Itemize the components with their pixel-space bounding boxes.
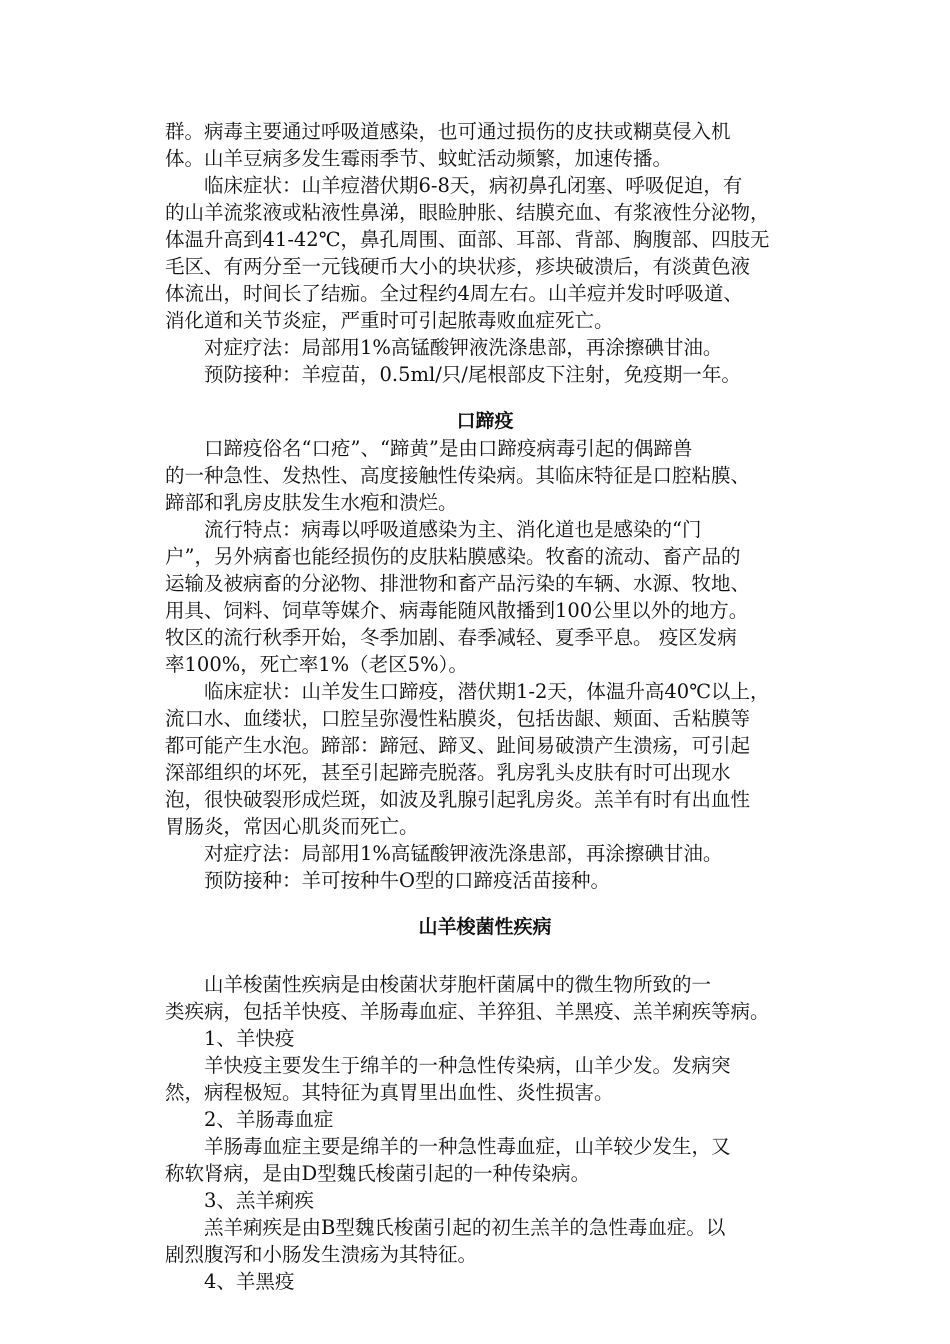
text-line: 用具、饲料、饲草等媒介、病毒能随风散播到100公里以外的地方。 — [165, 599, 749, 622]
text-line: 羊快疫主要发生于绵羊的一种急性传染病，山羊少发。发病突 — [204, 1054, 731, 1077]
paragraph — [165, 1106, 805, 1133]
text-line: 山羊梭菌性疾病是由梭菌状芽胞杆菌属中的微生物所致的一 — [204, 973, 712, 996]
text-line: 4、羊黑疫 — [204, 1270, 295, 1293]
paragraph — [165, 1025, 805, 1052]
paragraph — [165, 678, 805, 840]
text-line: 类疾病，包括羊快疫、羊肠毒血症、羊猝狙、羊黑疫、羔羊痢疾等病。 — [165, 1000, 770, 1023]
text-line: 口蹄疫俗名“口疮”、“蹄黄”是由口蹄疫病毒引起的偶蹄兽 — [204, 437, 693, 460]
text-line: 户”，另外病畜也能经损伤的皮肤粘膜感染。牧畜的流动、畜产品的 — [165, 545, 741, 568]
paragraph — [165, 1214, 805, 1268]
text-line: 蹄部和乳房皮肤发生水疱和溃烂。 — [165, 491, 458, 514]
paragraph — [165, 334, 805, 361]
text-line: 率100%，死亡率1%（老区5%）。 — [165, 653, 468, 676]
text-line: 消化道和关节炎症，严重时可引起脓毒败血症死亡。 — [165, 309, 614, 332]
text-line: 体温升高到41-42℃，鼻孔周围、面部、耳部、背部、胸腹部、四肢无 — [165, 228, 770, 251]
text-line: 2、羊肠毒血症 — [204, 1108, 334, 1131]
text-line: 流行特点：病毒以呼吸道感染为主、消化道也是感染的“门 — [204, 518, 702, 541]
text-line: 临床症状：山羊痘潜伏期6-8天，病初鼻孔闭塞、呼吸促迫，有 — [204, 174, 743, 197]
paragraph — [165, 1133, 805, 1187]
paragraph — [165, 1187, 805, 1214]
text-line: 的山羊流浆液或粘液性鼻涕，眼睑肿胀、结膜充血、有浆液性分泌物， — [165, 201, 770, 224]
text-line: 运输及被病畜的分泌物、排泄物和畜产品污染的车辆、水源、牧地、 — [165, 572, 751, 595]
text-line: 对症疗法：局部用1%高锰酸钾液洗涤患部，再涂擦碘甘油。 — [204, 842, 723, 865]
text-line: 泡，很快破裂形成烂斑，如波及乳腺引起乳房炎。羔羊有时有出血性 — [165, 788, 751, 811]
section-spacer — [165, 941, 805, 971]
text-line: 1、羊快疫 — [204, 1027, 295, 1050]
text-line: 称软肾病，是由D型魏氏梭菌引起的一种传染病。 — [165, 1162, 591, 1185]
text-line: 都可能产生水泡。蹄部：蹄冠、蹄叉、趾间易破溃产生溃疡，可引起 — [165, 734, 751, 757]
section-spacer — [165, 894, 805, 914]
paragraph — [165, 435, 805, 516]
text-line: 群。病毒主要通过呼吸道感染，也可通过损伤的皮扶或糊莫侵入机 — [165, 120, 731, 143]
text-line: 胃肠炎，常因心肌炎而死亡。 — [165, 815, 419, 838]
text-line: 预防接种：羊可按种牛O型的口蹄疫活苗接种。 — [204, 869, 610, 892]
paragraph — [165, 172, 805, 334]
paragraph — [165, 971, 805, 1025]
paragraph — [165, 1052, 805, 1106]
paragraph — [165, 118, 805, 172]
text-line: 深部组织的坏死，甚至引起蹄壳脱落。乳房乳头皮肤有时可出现水 — [165, 761, 731, 784]
text-line: 3、羔羊痢疾 — [204, 1189, 314, 1212]
text-line: 羊肠毒血症主要是绵羊的一种急性毒血症，山羊较少发生，又 — [204, 1135, 731, 1158]
paragraph — [165, 840, 805, 867]
document-page — [165, 118, 805, 1295]
text-line: 体流出，时间长了结痂。全过程约4周左右。山羊痘并发时呼吸道、 — [165, 282, 743, 305]
text-line: 毛区、有两分至一元钱硬币大小的块状疹，疹块破溃后，有淡黄色液 — [165, 255, 751, 278]
text-line: 对症疗法：局部用1%高锰酸钾液洗涤患部，再涂擦碘甘油。 — [204, 336, 723, 359]
section-spacer — [165, 388, 805, 408]
section-heading: 口蹄疫 — [456, 410, 514, 432]
text-line: 牧区的流行秋季开始，冬季加剧、春季减轻、夏季平息。 疫区发病 — [165, 626, 737, 649]
paragraph — [165, 867, 805, 894]
text-line: 流口水、血缕状，口腔呈弥漫性粘膜炎，包括齿龈、颊面、舌粘膜等 — [165, 707, 751, 730]
text-line: 的一种急性、发热性、高度接触性传染病。其临床特征是口腔粘膜、 — [165, 464, 751, 487]
paragraph — [165, 1268, 805, 1295]
text-line: 临床症状：山羊发生口蹄疫，潜伏期1-2天，体温升高40℃以上， — [204, 680, 770, 703]
paragraph — [165, 516, 805, 678]
text-line: 剧烈腹泻和小肠发生溃疡为其特征。 — [165, 1243, 478, 1266]
section-heading: 山羊梭菌性疾病 — [418, 916, 552, 938]
paragraph — [165, 361, 805, 388]
text-line: 羔羊痢疾是由B型魏氏梭菌引起的初生羔羊的急性毒血症。以 — [204, 1216, 726, 1239]
text-line: 然，病程极短。其特征为真胃里出血性、炎性损害。 — [165, 1081, 614, 1104]
text-line: 预防接种：羊痘苗，0.5ml/只/尾根部皮下注射，免疫期一年。 — [204, 363, 741, 386]
text-line: 体。山羊豆病多发生霉雨季节、蚊虻活动频繁，加速传播。 — [165, 147, 673, 170]
